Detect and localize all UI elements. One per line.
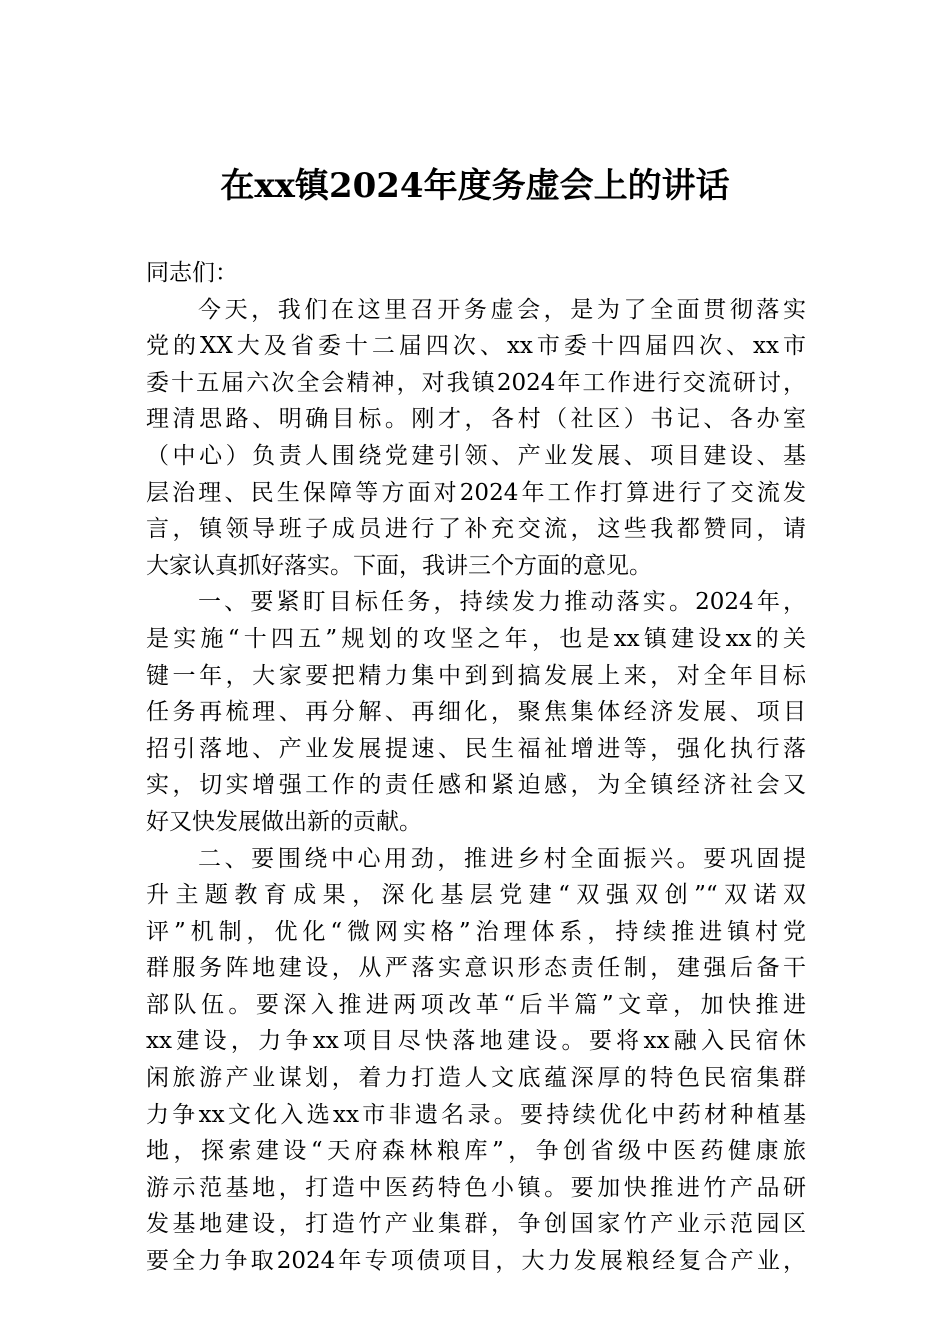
paragraph-line: 升主题教育成果，深化基层党建“双强双创”“双诺双 — [146, 882, 806, 909]
paragraph-line: 好又快发展做出新的贡献。 — [146, 808, 422, 835]
paragraph-line: 部队伍。要深入推进两项改革“后半篇”文章，加快推进 — [146, 991, 806, 1018]
salutation: 同志们： — [146, 260, 238, 286]
paragraph-line: 群服务阵地建设，从严落实意识形态责任制，建强后备干 — [146, 955, 806, 982]
paragraph-line: 招引落地、产业发展提速、民生福祉增进等，强化执行落 — [146, 735, 806, 762]
paragraph-line: 委十五届六次全会精神，对我镇2024年工作进行交流研讨， — [146, 369, 806, 396]
paragraph-opening — [146, 292, 806, 585]
paragraph-line: 发基地建设，打造竹产业集群，争创国家竹产业示范园区 — [146, 1211, 806, 1238]
paragraph-line: 今天，我们在这里召开务虚会，是为了全面贯彻落实 — [198, 296, 806, 323]
paragraph-line: 力争xx文化入选xx市非遗名录。要持续优化中药材种植基 — [146, 1101, 806, 1128]
paragraph-line: 一、要紧盯目标任务，持续发力推动落实。2024年， — [198, 589, 806, 616]
paragraph-line: 键一年，大家要把精力集中到到搞发展上来，对全年目标 — [146, 662, 806, 689]
paragraph-line: 层治理、民生保障等方面对2024年工作打算进行了交流发 — [146, 479, 806, 506]
paragraph-section-one — [146, 584, 806, 840]
paragraph-line: （中心）负责人围绕党建引领、产业发展、项目建设、基 — [146, 442, 806, 469]
paragraph-line: 要全力争取2024年专项债项目，大力发展粮经复合产业， — [146, 1248, 806, 1275]
paragraph-line: 二、要围绕中心用劲，推进乡村全面振兴。要巩固提 — [198, 845, 806, 872]
document-title: 在xx镇2024年度务虚会上的讲话 — [220, 166, 730, 206]
paragraph-line: 大家认真抓好落实。下面，我讲三个方面的意见。 — [146, 552, 652, 579]
paragraph-line: 言，镇领导班子成员进行了补充交流，这些我都赞同，请 — [146, 516, 806, 543]
paragraph-line: 评”机制，优化“微网实格”治理体系，持续推进镇村党 — [146, 918, 806, 945]
paragraph-line: 实，切实增强工作的责任感和紧迫感，为全镇经济社会又 — [146, 772, 806, 799]
paragraph-section-two — [146, 841, 806, 1280]
paragraph-line: xx建设，力争xx项目尽快落地建设。要将xx融入民宿休 — [146, 1028, 806, 1055]
paragraph-line: 理清思路、明确目标。刚才，各村（社区）书记、各办室 — [146, 406, 806, 433]
paragraph-line: 游示范基地，打造中医药特色小镇。要加快推进竹产品研 — [146, 1174, 806, 1201]
paragraph-line: 闲旅游产业谋划，着力打造人文底蕴深厚的特色民宿集群 — [146, 1065, 806, 1092]
paragraph-line: 任务再梳理、再分解、再细化，聚焦集体经济发展、项目 — [146, 699, 806, 726]
paragraph-line: 是实施“十四五”规划的攻坚之年，也是xx镇建设xx的关 — [146, 625, 806, 652]
paragraph-line: 地，探索建设“天府森林粮库”，争创省级中医药健康旅 — [146, 1138, 806, 1165]
paragraph-line: 党的XX大及省委十二届四次、xx市委十四届四次、xx市 — [146, 333, 806, 360]
document-body — [146, 255, 806, 1280]
